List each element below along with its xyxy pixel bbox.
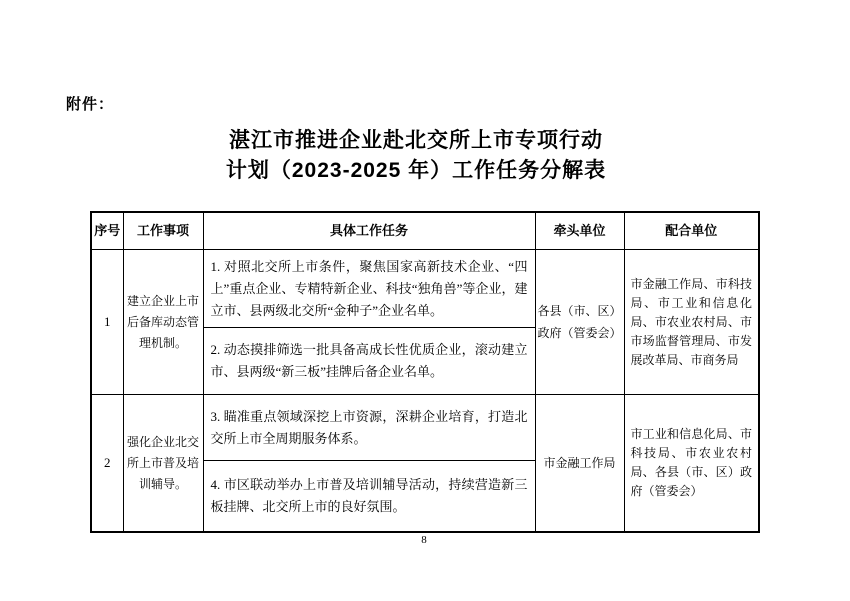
col-header-index: 序号 xyxy=(91,212,123,250)
task-cell-1: 1. 对照北交所上市条件，聚焦国家高新技术企业、“四上”重点企业、专精特新企业、科技“独角兽”等企业，建立市、县两级北交所“金种子”企业名单。 xyxy=(203,250,535,328)
lead-unit-1: 各县（市、区）政府（管委会） xyxy=(535,250,624,395)
work-item-2: 强化企业北交所上市普及培训辅导。 xyxy=(123,395,203,533)
task-breakdown-table xyxy=(90,211,760,533)
document-title xyxy=(0,126,832,186)
page-number: 8 xyxy=(421,534,427,546)
table-row xyxy=(91,250,759,328)
table-row xyxy=(91,395,759,461)
lead-unit-2: 市金融工作局 xyxy=(535,395,624,533)
attachment-label: 附件： xyxy=(66,96,115,113)
task-cell-3: 3. 瞄准重点领域深挖上市资源，深耕企业培育，打造北交所上市全周期服务体系。 xyxy=(203,395,535,461)
row-index-1: 1 xyxy=(91,250,123,395)
row-index-2: 2 xyxy=(91,395,123,533)
col-header-work-item: 工作事项 xyxy=(123,212,203,250)
col-header-lead-unit: 牵头单位 xyxy=(535,212,624,250)
title-line-1: 湛江市推进企业赴北交所上市专项行动 xyxy=(229,129,603,152)
support-units-1: 市金融工作局、市科技局、市工业和信息化局、市农业农村局、市市场监督管理局、市发展改革局、市商务局 xyxy=(624,250,759,395)
table-header-row xyxy=(91,212,759,250)
col-header-tasks: 具体工作任务 xyxy=(203,212,535,250)
support-units-2: 市工业和信息化局、市科技局、市农业农村局、各县（市、区）政府（管委会） xyxy=(624,395,759,533)
work-item-1: 建立企业上市后备库动态管理机制。 xyxy=(123,250,203,395)
title-line-2: 计划（2023-2025 年）工作任务分解表 xyxy=(225,159,607,182)
task-cell-4: 4. 市区联动举办上市普及培训辅导活动，持续营造新三板挂牌、北交所上市的良好氛围。 xyxy=(203,461,535,533)
col-header-support-units: 配合单位 xyxy=(624,212,759,250)
task-cell-2: 2. 动态摸排筛选一批具备高成长性优质企业，滚动建立市、县两级“新三板”挂牌后备企业名单。 xyxy=(203,328,535,395)
